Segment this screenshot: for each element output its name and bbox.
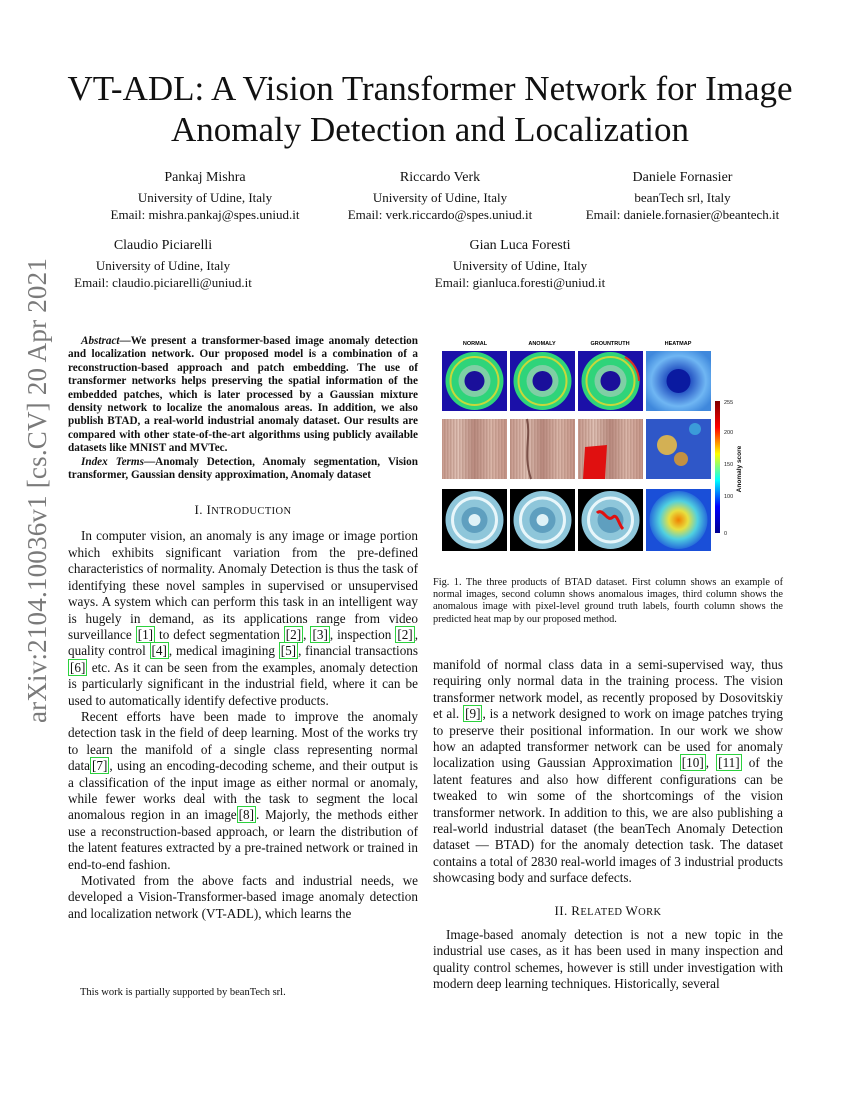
- figure-column-label: ANOMALY: [528, 341, 556, 347]
- author-name: Pankaj Mishra: [164, 170, 246, 185]
- paper-title: VT-ADL: A Vision Transformer Network for Image Anomaly Detection and Localization: [67, 69, 793, 149]
- introduction-body: [68, 528, 418, 922]
- citation-link[interactable]: [11]: [718, 755, 740, 771]
- author-name: Claudio Piciarelli: [113, 238, 213, 253]
- paragraph: manifold of normal class data in a semi-supervised way, thus requiring only normal data in the training process. The vision transformer network model, as recently proposed by Dosovitskiy et al. [9] , is a network designed to work on image patches trying to preserve their positional information. In our work we show how an adapted transformer network can be used for anomaly localization using Gaussian Approximation [10] , [11] of the latent features and also how different configurations can be tweaked to win some of the shortcomings of the vision transformer network. In addition to this, we are also publishing a real-world industrial dataset (the beanTech Anomaly Detection dataset — BTAD) for the anomaly detection task. The dataset contains a total of 2830 real-world images of 3 industrial products showcasing body and surface defects.: [433, 657, 783, 886]
- paragraph: Motivated from the above facts and industrial needs, we developed a Vision-Transformer-based image anomaly detection and localization network (VT-ADL), which learns the: [68, 873, 418, 921]
- citation-link[interactable]: [2]: [285, 626, 302, 642]
- citation-link[interactable]: [4]: [151, 643, 167, 659]
- figure-row-2: [442, 419, 711, 479]
- figure-graphic: [435, 337, 775, 559]
- citation-link[interactable]: [2]: [397, 626, 413, 642]
- abstract: [68, 335, 418, 482]
- citation-link[interactable]: [8]: [238, 807, 255, 823]
- paragraph: Recent efforts have been made to improve the anomaly detection task in the field of deep learning. Most of the works try to learn the manifold of a single class representing normal data [7] , using an encoding-decoding scheme, and their output is a classification of the input image as either normal or anomaly, while fewer works deal with the task to segment the local anomalous region in an image [8] . Majorly, the methods either use a reconstruction-based approach, or learn the distribution of the latent features extracted by a pre-trained network or trained in end-to-end fashion.: [68, 708, 418, 872]
- author-email[interactable]: Email: daniele.fornasier@beantech.it: [585, 207, 780, 222]
- author-name: Riccardo Verk: [399, 170, 481, 185]
- citation-link[interactable]: [10]: [681, 755, 704, 771]
- arxiv-identifier: arXiv:2104.10036v1 [cs.CV] 20 Apr 2021: [22, 257, 53, 723]
- figure-column-label: HEATMAP: [664, 341, 692, 347]
- right-column: [433, 657, 783, 992]
- colorbar-tick: 255: [724, 400, 734, 406]
- section-heading-introduction: I. INTRODUCTION: [194, 502, 292, 518]
- author-email[interactable]: Email: claudio.piciarelli@uniud.it: [74, 275, 252, 290]
- citation-link[interactable]: [6]: [70, 659, 86, 675]
- author-block: [58, 237, 268, 291]
- author-email[interactable]: Email: verk.riccardo@spes.uniud.it: [347, 207, 533, 222]
- colorbar-tick: 200: [724, 430, 734, 436]
- abstract-label: Abstract: [81, 335, 120, 347]
- figure-row-1: [442, 351, 711, 411]
- author-name: Daniele Fornasier: [632, 170, 733, 185]
- index-terms-label: Index Terms: [81, 455, 144, 468]
- author-name: Gian Luca Foresti: [469, 238, 571, 253]
- author-email[interactable]: Email: gianluca.foresti@uniud.it: [434, 275, 606, 290]
- figure-column-label: GROUNTRUTH: [590, 341, 630, 347]
- author-affiliation: University of Udine, Italy: [372, 190, 508, 205]
- paragraph: In computer vision, an anomaly is any image or image portion which exhibits significant variation from the pre-defined characteristics of normality. Anomaly Detection is thus the task of identifying these novel samples in supervised or unsupervised ways. A system which can perform this task in an intelligent way is hugely in demand, as its applications range from video surveillance [1] to defect segmentation [2] , [3] , inspection [2] , quality control [4] , medical imagining [5] , financial transactions [6] etc. As it can be seen from the examples, anomaly detection is particularly significant in the industrial field, where it can be used to automatically identify defective products.: [68, 528, 419, 708]
- left-column: [68, 335, 418, 922]
- figure-column-label: NORMAL: [462, 341, 488, 347]
- author-affiliation: University of Udine, Italy: [137, 190, 273, 205]
- related-work-body: [433, 927, 783, 993]
- author-block: [415, 237, 625, 291]
- colorbar: [715, 401, 720, 533]
- figure-1: [435, 337, 775, 559]
- citation-link[interactable]: [9]: [465, 706, 481, 722]
- author-affiliation: beanTech srl, Italy: [634, 190, 731, 205]
- colorbar-label: Anomaly score: [736, 445, 743, 493]
- author-affiliation: University of Udine, Italy: [452, 258, 588, 273]
- citation-link[interactable]: [3]: [312, 626, 328, 642]
- right-column-body: [433, 657, 783, 887]
- figure-row-3: [442, 489, 711, 551]
- paragraph: Image-based anomaly detection is not a new topic in the industrial use cases, as it has been used in many inspection and quality control schemes, however is still under investigation with modern deep learning techniques. Historically, several: [433, 926, 783, 991]
- colorbar-tick: 150: [724, 462, 734, 468]
- author-affiliation: University of Udine, Italy: [95, 258, 231, 273]
- author-block: [330, 169, 550, 223]
- colorbar-tick: 100: [724, 494, 734, 500]
- author-block: [565, 169, 800, 223]
- index-terms-text: —Anomaly Detection, Anomaly segmentation, Vision transformer, Gaussian density approximation, Anomaly dataset: [68, 455, 418, 482]
- figure-caption: Fig. 1. The three products of BTAD dataset. First column shows an example of normal images, second column shows anomalous images, third column shows the anomalous image with pixel-level ground truth labels, fourth column shows the predicted heat map by our proposed method.: [433, 577, 783, 625]
- citation-link[interactable]: [7]: [91, 758, 108, 774]
- author-email[interactable]: Email: mishra.pankaj@spes.uniud.it: [110, 207, 300, 222]
- footnote: This work is partially supported by beanTech srl.: [80, 987, 286, 998]
- citation-link[interactable]: [1]: [137, 626, 154, 642]
- section-heading-related-work: II. RELATED WORK: [554, 902, 662, 918]
- citation-link[interactable]: [5]: [280, 643, 297, 659]
- colorbar-tick: 0: [724, 531, 728, 537]
- author-block: [95, 169, 315, 223]
- abstract-text: —We present a transformer-based image anomaly detection and localization network. Our proposed model is a combination of a reconstruction-based approach and patch embedding. The use of transformer networks helps preserving the spatial information of the embedded patches, which is later processed by a Gaussian mixture density network to localize the anomalous areas. In addition, we also publish BTAD, a real-world industrial anomaly dataset. Our results are compared with other state-of-the-art algorithms using publicly available datasets like MNIST and MVTec.: [68, 335, 418, 455]
